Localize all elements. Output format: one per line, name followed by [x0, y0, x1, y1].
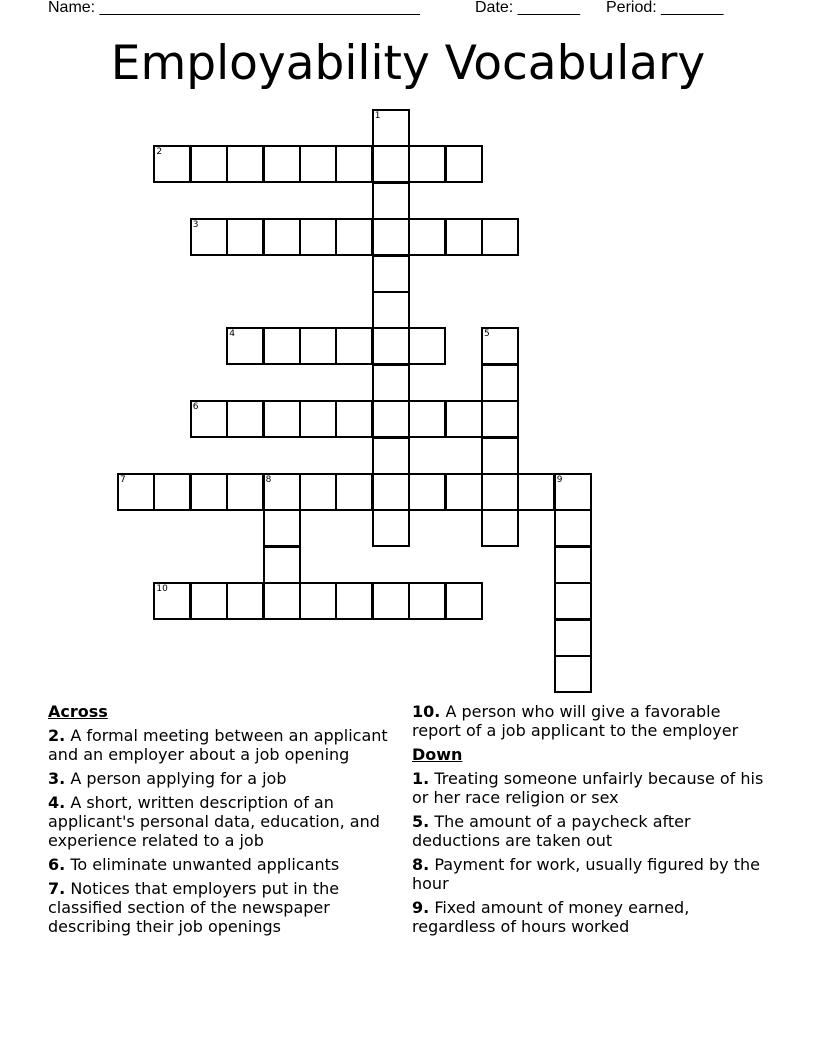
crossword-cell[interactable]: [335, 327, 373, 365]
date-field[interactable]: Date: _______: [475, 0, 580, 16]
crossword-cell[interactable]: [226, 582, 264, 620]
crossword-cell[interactable]: [190, 145, 228, 183]
crossword-cell[interactable]: [372, 145, 410, 183]
clue-number: 10.: [412, 702, 441, 721]
crossword-cell[interactable]: [263, 400, 301, 438]
crossword-cell[interactable]: [263, 546, 301, 584]
crossword-cell[interactable]: [372, 218, 410, 256]
crossword-cell[interactable]: [226, 473, 264, 511]
crossword-cell[interactable]: [445, 582, 483, 620]
clue-number: 6.: [48, 855, 66, 874]
clue-across-10: [412, 702, 768, 740]
clue-text: A person who will give a favorable report of a job applicant to the employer: [412, 702, 739, 740]
clue-number: 7.: [48, 879, 66, 898]
name-field[interactable]: Name: ____________________________________: [48, 0, 420, 16]
clue-across-2: [48, 726, 400, 764]
crossword-cell[interactable]: [263, 327, 301, 365]
crossword-cell[interactable]: [263, 218, 301, 256]
crossword-cell[interactable]: [372, 582, 410, 620]
crossword-cell[interactable]: [372, 509, 410, 547]
crossword-cell[interactable]: [481, 437, 519, 475]
crossword-cell[interactable]: [481, 400, 519, 438]
crossword-cell[interactable]: [408, 145, 446, 183]
crossword-cell[interactable]: [117, 473, 155, 511]
clue-number: 5.: [412, 812, 430, 831]
crossword-cell[interactable]: [335, 145, 373, 183]
crossword-cell[interactable]: [299, 582, 337, 620]
crossword-cell[interactable]: [408, 218, 446, 256]
clue-number: 3.: [48, 769, 66, 788]
clues-column-right: [412, 702, 768, 941]
cell-number: 9: [556, 475, 563, 485]
crossword-cell[interactable]: [481, 473, 519, 511]
crossword-cell[interactable]: [554, 546, 592, 584]
crossword-cell[interactable]: [445, 473, 483, 511]
clue-down-8: [412, 855, 768, 893]
clue-text: A person applying for a job: [70, 769, 287, 788]
clue-across-6: [48, 855, 400, 874]
crossword-cell[interactable]: [335, 218, 373, 256]
cell-number: 8: [265, 475, 272, 485]
clue-down-1: [412, 769, 768, 807]
crossword-cell[interactable]: [408, 327, 446, 365]
cell-number: 2: [156, 147, 163, 158]
crossword-cell[interactable]: [554, 619, 592, 657]
crossword-cell[interactable]: [445, 400, 483, 438]
crossword-cell[interactable]: [481, 364, 519, 402]
across-heading: Across: [48, 702, 108, 721]
period-field[interactable]: Period: _______: [606, 0, 724, 16]
crossword-cell[interactable]: [226, 218, 264, 256]
clue-number: 1.: [412, 769, 430, 788]
crossword-cell[interactable]: [372, 437, 410, 475]
crossword-cell[interactable]: [372, 182, 410, 220]
crossword-cell[interactable]: [445, 218, 483, 256]
clue-number: 4.: [48, 793, 66, 812]
cell-number: 6: [192, 402, 199, 413]
crossword-cell[interactable]: [372, 291, 410, 329]
crossword-cell[interactable]: [190, 473, 228, 511]
crossword-cell[interactable]: [372, 473, 410, 511]
clue-number: 2.: [48, 726, 66, 745]
clue-number: 8.: [412, 855, 430, 874]
clue-text: A formal meeting between an applicant and an employer about a job opening: [48, 726, 388, 764]
crossword-cell[interactable]: [226, 145, 264, 183]
crossword-cell[interactable]: [372, 327, 410, 365]
crossword-cell[interactable]: [554, 655, 592, 693]
crossword-cell[interactable]: [372, 400, 410, 438]
clue-text: Treating someone unfairly because of his or her race religion or sex: [412, 769, 764, 807]
crossword-cell[interactable]: [554, 509, 592, 547]
crossword-cell[interactable]: [554, 473, 592, 511]
crossword-cell[interactable]: [299, 145, 337, 183]
clue-down-5: [412, 812, 768, 850]
crossword-cell[interactable]: [299, 473, 337, 511]
cell-number: 3: [192, 220, 199, 231]
crossword-cell[interactable]: [335, 473, 373, 511]
crossword-cell[interactable]: [190, 582, 228, 620]
crossword-cell[interactable]: [481, 218, 519, 256]
crossword-cell[interactable]: [554, 582, 592, 620]
cell-number: 7: [120, 475, 126, 485]
crossword-cell[interactable]: [517, 473, 555, 511]
crossword-cell[interactable]: [445, 145, 483, 183]
crossword-cell[interactable]: [299, 327, 337, 365]
cell-number: 4: [229, 329, 235, 340]
crossword-cell[interactable]: [408, 400, 446, 438]
crossword-cell[interactable]: [226, 327, 264, 365]
cell-number: 5: [484, 329, 490, 340]
crossword-cell[interactable]: [226, 400, 264, 438]
crossword-cell[interactable]: [299, 218, 337, 256]
crossword-cell[interactable]: [408, 473, 446, 511]
clue-text: A short, written description of an applicant's personal data, education, and experience related to a job: [48, 793, 380, 850]
crossword-cell[interactable]: [299, 400, 337, 438]
crossword-cell[interactable]: [263, 509, 301, 547]
page-title: Employability Vocabulary: [110, 36, 706, 91]
crossword-cell[interactable]: [153, 473, 191, 511]
crossword-cell[interactable]: [372, 255, 410, 293]
clue-text: Notices that employers put in the classified section of the newspaper describing their job openings: [48, 879, 340, 936]
crossword-cell[interactable]: [263, 473, 301, 511]
crossword-cell[interactable]: [481, 509, 519, 547]
crossword-cell[interactable]: [190, 400, 228, 438]
crossword-cell[interactable]: [190, 218, 228, 256]
crossword-cell[interactable]: [372, 109, 410, 147]
clue-text: Fixed amount of money earned, regardless of hours worked: [412, 898, 690, 936]
clue-down-9: [412, 898, 768, 936]
clue-text: Payment for work, usually figured by the hour: [412, 855, 760, 893]
crossword-cell[interactable]: [335, 400, 373, 438]
clue-text: To eliminate unwanted applicants: [70, 855, 340, 874]
cell-number: 1: [374, 111, 381, 121]
crossword-cell[interactable]: [372, 364, 410, 402]
clue-number: 9.: [412, 898, 430, 917]
clue-across-4: [48, 793, 400, 850]
clue-across-3: [48, 769, 400, 788]
down-heading: Down: [412, 745, 463, 764]
clues-column-left: [48, 702, 400, 941]
crossword-cell[interactable]: [153, 145, 191, 183]
clue-across-7: [48, 879, 400, 936]
crossword-cell[interactable]: [408, 582, 446, 620]
crossword-cell[interactable]: [335, 582, 373, 620]
cell-number: 10: [156, 584, 168, 595]
crossword-cell[interactable]: [153, 582, 191, 620]
crossword-cell[interactable]: [481, 327, 519, 365]
crossword-cell[interactable]: [263, 145, 301, 183]
clue-text: The amount of a paycheck after deductions are taken out: [412, 812, 691, 850]
crossword-cell[interactable]: [263, 582, 301, 620]
